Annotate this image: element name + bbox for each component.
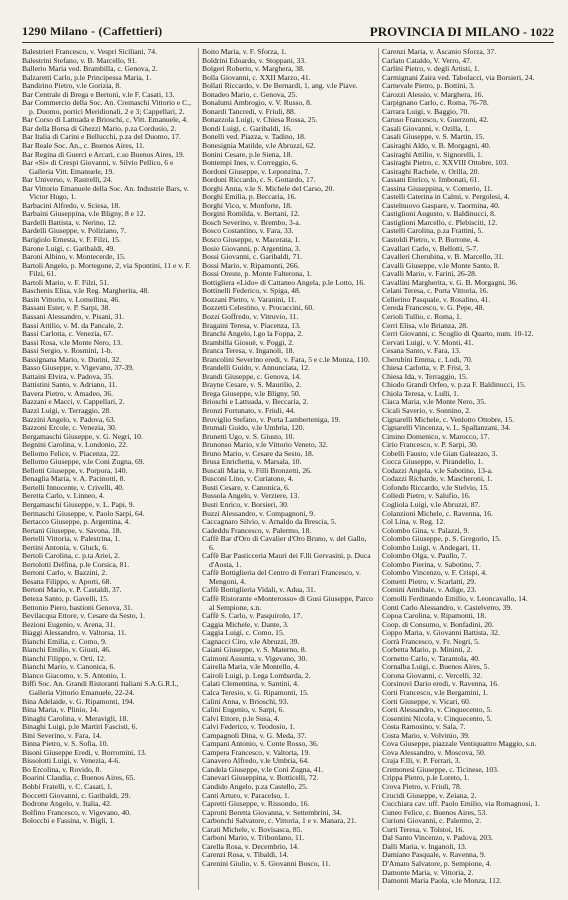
directory-entry: Carella Rosa, v. Decembrio, 14. [202,841,299,851]
directory-entry: Celani Teresa, c. Porta Vittoria, 16. [382,286,489,296]
directory-entry: Copoa Carolina, v. Ripamonti, 18. [382,611,487,621]
directory-entry: Corona Giovanni, c. Vercelli, 32. [382,670,483,680]
directory-entry: Bazzi Luigi, v. Terraggio, 28. [22,405,112,415]
directory-entry: Baroni Albino, v. Montecerde, 15. [22,252,126,262]
page-header [22,22,554,43]
directory-entry: Cobelli Fausto, v.le Gian Galeazzo, 3. [382,448,498,458]
directory-entry: Borghi Emilia, p. Beccaria, 16. [202,192,297,202]
directory-entry: Baschenis Elisa, v.le Reg. Margherita, 48. [22,286,150,296]
directory-entry: Bianco Giacomo, v. S. Antonio, 1. [22,670,127,680]
directory-entry: Crova Pietro, v. Friuli, 78. [382,782,462,792]
directory-entry: Cremonesi Giuseppe, c. Ticinese, 103. [382,764,499,774]
directory-entry: Bonelli ved. Piazza, v. Tadino, 18. [202,132,306,142]
directory-entry: Bertoli Carolina, c. p.ta Ariei, 2. [22,551,120,561]
directory-entry: Bazzini Angelo, v. Padova, 63. [22,414,116,424]
directory-entry: Cuneo Felice, c. Buenos Aires, 53. [382,807,488,817]
directory-entry: Calvi Ettore, p.le Susa, 4. [202,713,280,723]
directory-entry: Bermaschi Giuseppe, v. Paolo Sarpi, 64. [22,508,145,518]
directory-entry: Brambilla Giosuè, v. Poggi, 2. [202,337,294,347]
directory-entry: Biffi Soc. An. Grandi Ristoranti Italiani S.A.G.R.I., Galleria Vittorio Emanuele, 22-24. [22,679,179,698]
directory-entry: Caffè S. Carlo, v. Pasquirolo, 17. [202,611,303,621]
directory-entry: Bina Maria, v. Plinio, 14. [22,705,99,715]
directory-entry: Caprotti Beretta Giovanna, v. Settembrini, 34. [202,807,342,817]
directory-entry: Bissolotti Luigi, v. Venezia, 4-6. [22,756,121,766]
directory-entry: Bardelli Battista, v. Nerino, 12. [22,217,117,227]
directory-entry: Campani Antonio, v. Conte Rosso, 36. [202,739,319,749]
directory-entry: Bezioni Eugenio, v. Arena, 31. [22,619,116,629]
directory-entry: Bossi Mario, v. Ripamonti, 266. [202,260,300,270]
directory-entry: Barbacini Alfredo, v. Sciesa, 18. [22,200,121,210]
directory-entry: Branchi Angelo, l.go la Foppa, 2. [202,329,304,339]
directory-entry: Brusa Enrichetta, v. Marsala, 10. [202,457,302,467]
directory-entry: Cherubini Emma, c. Lodi, 70. [382,354,473,364]
directory-entry: Cavallini Margherita, v. G. B. Morgagni, 36. [382,277,518,287]
directory-entry: Bellotti Giuseppe, v. Porpora, 140. [22,465,128,475]
directory-entry: Bergamaschi Giuseppe, v. G. Negri, 10. [22,431,143,441]
directory-entry: Campera Francesco, v. Valtorta, 19. [202,747,311,757]
directory-entry: Busti Cesare, v. Canonica, 6. [202,482,290,492]
directory-entry: Bontempi Ines, v. Correggio, 6. [202,158,298,168]
directory-entry: Bosco Costantino, v. Fara, 33. [202,226,294,236]
directory-entry: Bosio Giovanni, p. Argentina, 3. [202,243,301,253]
directory-entry: Binna Pietro, v. S. Sofia, 10. [22,739,109,749]
directory-entry: Cornetto Carlo, v. Tarantola, 40. [382,653,480,663]
directory-entry: Bertelli Innocente, v. Crivelli, 40. [22,482,124,492]
directory-entry: Busti Enrico, v. Borsieri, 30. [202,499,289,509]
directory-entry: Calca Teresio, v. G. Ripamonti, 15. [202,688,309,698]
directory-entry: Branca Teresa, v. Inganoli, 18. [202,346,295,356]
directory-entry: Casiraghi Aldo, v. B. Morgagni, 40. [382,141,491,151]
directory-entry: Binaghi Carolina, v. Meravigli, 18. [22,713,129,723]
directory-entry: Balzaretti Carlo, p.le Principessa Maria, 1. [22,72,152,82]
directory-entry: Casali Giuseppe, v. S. Martin, 15. [382,132,485,142]
directory-entry: Bavera Pietro, v. Amadeo, 36. [22,388,114,398]
directory-entry: Bertolotti Delfina, p.le Corsica, 81. [22,559,130,569]
directory-entry: Bartoli Angelo, p. Mortegone, 2, via Spontini, 11 e v. F. Filzi, 61. [22,260,191,279]
directory-entry: Bonesignia Matilde, v.le Abruzzi, 62. [202,141,316,151]
directory-columns [22,48,554,890]
directory-entry: Chiodo Grandi Orfeo, v. p.za F. Baldinucci, 15. [382,380,526,390]
directory-entry: Castiglioni Marcello, c. Plebisciti, 12. [382,217,498,227]
directory-entry: Bar Centrale di Brega e Bertoni, v.le F. Casati, 13. [22,89,175,99]
directory-entry: Colombo Pierina, v. Sabotino, 7. [382,559,482,569]
directory-entry: Brioschi e Lattuada, v. Beccaria, 2. [202,397,309,407]
directory-entry: Codazzi Richarde, v. Mascheroni, 1. [382,474,493,484]
directory-entry: Bandirino Pietro, v.le Gorizia, 8. [22,81,122,91]
directory-entry: Bozzi Goffredo, v. Vitruvio, 11. [202,311,299,321]
directory-entry: Corrà Francesco, v. Fr. Negri, 5. [382,636,480,646]
directory-entry: Basin Vittorio, v. Lomellina, 46. [22,294,121,304]
directory-entry: Cimino Domenico, v. Marocco, 17. [382,431,490,441]
directory-entry: Bolocchi e Fassina, v. Bigli, 1. [22,816,115,826]
directory-entry: Chiesa Ida, v. Terraggio, 15. [382,371,468,381]
directory-entry: Brunonso Mario, v.le Vittorio Veneto, 32. [202,440,328,450]
directory-entry: Costa Mario, v. Volvinio, 39. [382,730,470,740]
directory-entry: Bar Vittorio Emanuele della Soc. An. Industrie Bars, v. Victor Hugo, 1. [22,183,189,202]
directory-entry: Bondi Luigi, c. Garibaldi, 16. [202,123,292,133]
directory-entry: Bonalumi Ambrogio, v. V. Russo, 8. [202,98,312,108]
directory-entry: Coop. di Consumo, v. Bonfadini, 20. [382,619,494,629]
directory-entry: Bardelli Giuseppe, v. Poliziano, 7. [22,226,127,236]
directory-entry: Bottigliera «Lido» di Cattaneo Angela, p.le Lotto, 16. [202,277,366,287]
directory-entry: Bianchi Emilio, v. Giusti, 46. [22,645,111,655]
directory-entry: Brancolini Severino eredi, v. Fara, 5 e c.le Monza, 110. [202,354,370,364]
directory-entry: Bar Reale Soc. An., c. Buenos Aires, 11. [22,141,145,151]
directory-entry: Beteza Santo, p. Gavelli, 15. [22,594,109,603]
directory-entry: Carnevale Pietro, p. Bottini, 3. [382,81,475,91]
directory-entry: Campagnoli Dina, v. G. Meda, 37. [202,730,307,740]
directory-entry: Cocca Giuseppe, v. Pirandello, 1. [382,457,484,467]
directory-entry: Bussola Angelo, v. Verziere, 13. [202,491,300,501]
directory-entry: Damonte Maria, v. Vittoria, 2. [382,867,474,877]
directory-entry: Cerioli Tullio, c. Roma, 1. [382,311,462,321]
directory-entry: Barone Luigi, c. Garibaldi, 49. [22,243,116,253]
directory-entry: Curioni Giovanni, c. Palermo, 2. [382,816,482,826]
directory-entry: Battistini Santo, v. Adriano, 11. [22,380,118,390]
province-heading [370,24,554,40]
directory-entry: Barigiolo Ernesta, v. F. Filzi, 15. [22,235,121,245]
directory-entry: Brandelli Guido, v. Annunciata, 12. [202,363,310,373]
directory-entry: Bollati Riccardo, v. De Bernardi, 1, ang. v.le Piave. [202,81,358,91]
directory-entry: Castelli Caterina in Calmi, v. Pergolesi, 4. [382,192,510,202]
directory-entry: Carrara Luigi, v. Baggio, 70. [382,106,470,116]
directory-entry: Bina Adelaide, v. G. Ripamonti, 194. [22,696,135,706]
directory-entry: Bar Regina di Guerci e Arcari, c.so Buenos Aires, 19. [22,149,185,159]
directory-entry: Cavalli Giuseppe, v.le Monte Santo, 8. [382,260,500,270]
directory-entry: Bragaini Teresa, v. Piacenza, 13. [202,320,301,330]
directory-entry: Caggia Michele, v. Dante, 3. [202,619,289,629]
directory-entry: Castiglioni Augusto, v. Baldinucci, 8. [382,209,496,219]
directory-entry: Bronzi Fortunato, v. Friuli, 44. [202,405,296,415]
directory-entry: Carenzi Rosa, v. Tibaldi, 14. [202,850,289,860]
directory-entry: Crucidi Giuseppe, v. Zeiana, 2. [382,790,477,800]
directory-entry: Ciaca Maria, v.le Monte Nero, 35. [382,397,486,407]
directory-entry: Borghi Anna, v.le S. Michele del Carso, 20. [202,183,335,193]
directory-entry: Borghi Vico, v. Monforte, 18. [202,200,292,210]
directory-entry: Bassi Rosa, v.le Monte Nero, 13. [22,337,123,347]
page-number-title: 1290 Milano - (Caffettieri) [22,24,163,38]
directory-entry: D'Amato Salvatore, p. Sempione, 4. [382,858,492,868]
directory-entry: Bolla Giovanni, c. XXII Marzo, 41. [202,72,311,82]
directory-entry: Busconi Lino, v. Curiatone, 4. [202,474,294,484]
directory-entry: Carozzi Alessio, v. Marghera, 16. [382,89,484,99]
directory-entry: Bonadeo Mario, c. Genova, 25. [202,89,298,99]
directory-entry: Caccagnaro Silvio, v. Arnaldo da Brescia, 5. [202,517,337,527]
directory-entry: Cicali Saverio, v. Sonnino, 2. [382,405,471,415]
directory-entry: Broviglio Stefano, v. Porta Lamberteniga, 19. [202,414,341,424]
province-title: PROVINCIA DI MILANO [369,24,520,39]
directory-entry: Cova Giuseppe, piazzale Ventiquattro Maggio, s.n. [382,739,537,749]
directory-entry: Colombo Vincenzo, v. F. Crispi, 4. [382,568,488,578]
directory-entry: Candela Giuseppe, v.le Coni Zugna, 41. [202,764,324,774]
directory-entry: Caffè Ristorante «Monterosso» di Gusi Giuseppe, Parco al Sempione, s.n. [202,594,373,612]
directory-entry: Corbetta Mario, p. Mininti, 2. [382,645,473,655]
directory-entry: Calvi Federico, v. Teodosio, 1. [202,722,295,732]
directory-entry: Corti Francesco, v.le Bergamini, 1. [382,688,489,698]
directory-entry: Bonini Cesare, p.le Siena, 18. [202,149,293,159]
directory-entry: Bozzani Pietro, v. Varanini, 11. [202,294,297,304]
directory-entry: Cornalba Luigi, c. Buenos Aires, 5. [382,662,490,672]
directory-entry: Caffè Bottiglieria Vidali, v. Adua, 31. [202,585,316,595]
directory-entry: Bonardi Tancredi, v. Friuli, 88. [202,106,296,116]
directory-entry: Cavalleri Cherubina, v. B. Marcello, 31. [382,252,504,262]
directory-entry: Cerri Giovanni, c. Scoglio di Quarto, num. 10-12. [382,329,534,339]
directory-entry: Bianchi Mario, v. Canonica, 6. [22,662,116,672]
directory-entry: Corsinovi Dario eredi, v. Ravenna, 16. [382,679,499,689]
directory-entry: Cervati Luigi, v. V. Monti, 41. [382,337,474,347]
directory-entry: Bar Corso di Lattuada e Brioschi, c. Vitt. Emanuele, 4. [22,115,189,125]
directory-entry: Cereda Francesco, v. G. Pepe, 48. [382,303,485,313]
directory-entry: Chiesa Carlotta, v. P. Frisi, 3. [382,363,471,373]
directory-entry: Calini Eugenio, v. Sarpi, 6. [202,705,285,715]
directory-entry: Balestrieri Francesco, v. Vespri Siciliani, 74. [22,48,157,56]
directory-entry: Costa Ramosino, v. Sala, 7. [382,722,466,732]
directory-entry: Calini Anna, v. Brioschi, 93. [202,696,289,706]
directory-entry: Cignarelli Vincenza, v. L. Spallanzani, 34. [382,423,511,433]
directory-entry: Bodrone Angelo, v. Italia, 42. [22,799,112,809]
directory-entry: Col Lina, v. Reg. 12. [382,517,446,527]
directory-entry: Brandi Giuseppe, c. Genova, 14. [202,371,302,381]
directory-entry: Buscali Maria, v. Filli Bronzetti, 26. [202,465,312,475]
directory-entry: Bosch Severino, v. Brembo, 3-a. [202,217,301,227]
directory-entry: Bassani Alessandro, v. Pisani, 31. [22,311,125,321]
directory-entry: Brunetti Ugo, v. S. Giusto, 10. [202,431,295,441]
directory-entry: Bassani Ester, v. P. Sarpi, 38. [22,303,111,313]
directory-entry: Castoldi Pietro, v. P. Borrone, 4. [382,235,480,245]
directory-entry: Comini Annibale, v. Adige, 23. [382,585,477,595]
directory-entry: Bini Severino, v. Fara, 14. [22,730,102,740]
directory-entry: Ballerio Maria ved. Brambilla, c. Genova, 2. [22,64,158,74]
directory-entry: Bianchi Filippo, v. Orti, 12. [22,653,106,663]
directory-entry: Crippa Pietro, p.le Loreto, 1. [382,773,470,783]
directory-entry: Bisoni Giuseppe Eredi, v. Borromini, 13. [22,747,147,757]
directory-entry: Brega Giuseppe, v.le Bligny, 50. [202,388,301,398]
directory-entry: Bartoli Mario, v. F. Filzi, 51. [22,277,110,287]
directory-entry: Brumali Guido, v.le Umbria, 120. [202,423,305,433]
directory-entry: Bar «Si» di Crespi Giovanni, v. Silvio Pellico, 6 e Galleria Vitt. Emanuele, 19. [22,158,174,176]
directory-entry: Castelnuovo Gaspare, v. Taormina, 40. [382,200,500,210]
directory-entry: Bosco Giuseppe, v. Macerata, 1. [202,235,301,245]
directory-entry: Bruno Mario, v. Cesare da Sesto, 18. [202,448,314,458]
directory-entry: Codazzi Angela, v.le Sabotino, 13-a. [382,465,493,475]
directory-entry: Caffè Bar Pasticceria Mauri dei F.lli Gervasini, p. Duca d'Aosta, 1. [202,551,371,569]
directory-entry: Bassi Sergio, v. Rosmini, 1-b. [22,346,113,356]
directory-entry: Barbaini Giuseppina, v.le Bligny, 8 e 12. [22,209,146,219]
directory-entry: Casiraghi Rachele, v. Orilla, 20. [382,166,480,176]
directory-entry: Cairella Maria, v.le Montello, 4. [202,662,300,672]
directory-entry: Carbonchi Salvatore, c. Vittoria, 1 e v. Manara, 21. [202,816,357,826]
directory-entry: Dal Santo Vincenzo, v. Padova, 203. [382,833,493,843]
directory-entry: Casiraghi Pietro, c. XXVIII Ottobre, 103. [382,158,509,168]
directory-entry: Bellomo Felice, v. Piacenza, 22. [22,448,120,458]
directory-entry: Binaghi Luigi, p.le Martiri Fascisti, 6. [22,722,138,732]
directory-entry: Bolgeri Roberto, v. Marghera, 38. [202,64,305,74]
directory-entry: Bonazzola Luigi, v. Chiesa Rossa, 25. [202,115,318,125]
directory-entry: Casiraghi Attilio, v. Signorelli, 1. [382,149,483,159]
directory-entry: Benaglia Maria, v. A. Pacinotti, 8. [22,474,126,484]
directory-entry: Bossi Oreste, p. Monte Falterona, 1. [202,269,312,279]
directory-entry: Carmignani Zaira ved. Tabolacci, via Borsieri, 24. [382,72,535,82]
directory-entry: Besana Filippo, v. Aporti, 68. [22,576,112,586]
directory-entry: Curti Teresa, v. Tolstoi, 16. [382,824,465,834]
directory-entry: Cesana Santo, v. Fara, 13. [382,346,461,356]
directory-entry: Basso Giuseppe, v. Vigevano, 37-39. [22,363,134,373]
column-3 [378,48,554,890]
directory-entry: Canti Arturo, v. Paracelso, 1. [202,790,290,800]
directory-entry: Cairoli Luigi, p. Lega Lombarda, 2. [202,670,311,680]
directory-entry: Bar Italia di Carini e Bellucchi, p.za del Duomo, 17. [22,132,181,142]
directory-entry: Colombo Olga, v. Paullo, 7. [382,551,467,561]
column-1 [22,48,194,890]
directory-entry: Cassani Enrico, v. Imbonati, 61. [382,175,480,185]
directory-entry: Chiola Teresa, v. Lulli, 1. [382,388,459,398]
directory-entry: Bassignana Mario, v. Durini, 32. [22,354,122,364]
directory-entry: Carenzi Maria, v. Ascanio Sforza, 37. [382,48,497,56]
directory-entry: Brayne Cesare, v. S. Maurilio, 2. [202,380,302,390]
directory-entry: Cosentini Nicola, v. Cinquecento, 5. [382,713,493,723]
directory-entry: Bianchi Emilia, c. Como, 9. [22,636,107,646]
directory-entry: Battaini Elvira, v. Padova, 35. [22,371,114,381]
directory-entry: Caruso Francesco, v. Guerzoni, 42. [382,115,489,125]
directory-entry: Bassi Attilio, v. M. da Pancale, 2. [22,320,124,330]
province-page: - 1022 [523,25,554,39]
directory-entry: Bar della Borsa di Ghezzi Mario, p.za Cordusio, 2. [22,123,177,133]
directory-entry: Cavalli Mario, v. Farini, 26-28. [382,269,477,279]
directory-entry: Bellomo Giuseppe, v.le Coni Zugna, 69. [22,457,145,467]
directory-entry: Bottinelli Federico, v. Spiga, 48. [202,286,301,296]
directory-entry: Damonti Maria Paola, v.le Monza, 112. [382,876,502,886]
directory-entry: Bar Universo, v. Rastrelli, 24. [22,175,113,185]
directory-entry: Cadeddu Francesco, v. Palermo, 18. [202,525,312,535]
directory-entry: Cometti Pietro, v. Scarlatti, 29. [382,576,476,586]
directory-entry: Boccetti Giovanni, c. Garibaldi, 29. [22,790,131,800]
directory-entry: Conti Carlo Alessandro, v. Castelvetro, 39. [382,602,513,612]
directory-entry: Bozzetti Celestino, v. Procaccini, 60. [202,303,315,313]
directory-entry: Carlini Pietro, v. degli Artisti, 1. [382,64,480,74]
directory-entry: Comolli Ferdinando Emilio, v. Leoncavallo, 14. [382,594,528,603]
directory-entry: Bossi Giovanni, c. Garibaldi, 71. [202,252,302,262]
directory-entry: Beretta Carlo, v. Linneo, 4. [22,491,105,501]
directory-entry: Corti Giuseppe, v. Vicari, 60. [382,696,471,706]
directory-entry: Candido Angelo, p.za Castello, 25. [202,782,308,792]
directory-entry: Bergamaschi Giuseppe, v. L. Papi, 9. [22,499,135,509]
directory-entry: Caffè Bar d'Oro di Cavalier d'Oro Bruno, v. del Gallo, 6. [202,534,367,552]
directory-entry: Bertini Antonia, v. Gluck, 6. [22,542,108,552]
directory-entry: Damiano Pasquale, v. Ravenna, 9. [382,850,486,860]
directory-entry: Colombo Gina, v. Palazzi, 9. [382,525,470,535]
directory-entry: Buzzi Alessandro, v. Compagnoni, 9. [202,508,315,518]
directory-entry: Cavallari Carlo, v. Bellotti, 5-7. [382,243,479,253]
directory-entry: Coppo Maria, v. Giovanni Battista, 32. [382,628,500,638]
directory-entry: Borgini Romilda, v. Bertani, 12. [202,209,300,219]
directory-entry: Begnini Carolina, v. Londonio, 22. [22,440,128,450]
directory-entry: Castelli Carolina, p.za Frattini, 5. [382,226,484,236]
directory-entry: Cignarelli Michele, c. Venlotto Ottobre, 15. [382,414,515,424]
directory-entry: Bolfino Francesco, v. Vigevano, 40. [22,807,131,817]
directory-entry: Biaggi Alessandro, v. Valtorsa, 11. [22,628,127,638]
directory-entry: Dalli Maria, v. Inganoli, 13. [382,841,467,851]
directory-entry: Bertoni Carlo, v. Bazzini, 2. [22,568,108,578]
directory-entry: Colanzioni Michele, c. Ravenna, 16. [382,508,493,518]
directory-entry: Cofondo Riccardo, v.le Stelvio, 15. [382,482,490,492]
directory-entry: Colombo Luigi, v. Andegari, 11. [382,542,481,552]
directory-entry: Capretti Giuseppe, v. Rissondo, 16. [202,799,310,809]
directory-entry: Bassi Carlotta, c. Venezia, 67. [22,329,113,339]
directory-entry: Cogliola Luigi, v.le Abruzzi, 87. [382,499,481,509]
directory-entry: Craja F.lli, v. P. Ferrari, 3. [382,756,461,766]
directory-entry: Bertelli Vittoria, v. Palestrina, 1. [22,534,121,544]
directory-entry: Boarini Claudia, c. Buenos Aires, 65. [22,773,136,783]
directory-entry: Cagnacci Ciro, v.le Abruzzi, 39. [202,636,300,646]
directory-entry: Caimoni Assunta, v. Vigevano, 30. [202,653,308,663]
directory-entry: Cucchiara cav. uff. Paolo Emilio, via Romagnosi, 1. [382,799,540,809]
directory-entry: Colombo Giuseppe, p. S. Gregorio, 15. [382,534,501,544]
directory-entry: Bettonio Piero, bastioni Genova, 31. [22,602,133,612]
directory-entry: Bordoni Giuseppe, v. Leponzina, 7. [202,166,310,176]
directory-entry: Boldrini Edoardo, v. Stoppani, 33. [202,55,307,65]
directory-entry: Carboni Mario, v. Tribonlano, 11. [202,833,305,843]
directory-entry: Cirio Francesco, v. P. Sarpi, 30. [382,440,478,450]
directory-entry: Cellerino Pasquale, v. Rosalino, 41. [382,294,491,304]
column-2 [198,48,374,890]
directory-entry: Casali Giovanni, v. Ozilla, 1. [382,123,471,133]
directory-entry: Carlato Cataldo, V. Verro, 47. [382,55,472,65]
directory-entry: Bertacco Giuseppe, p. Argentina, 4. [22,517,131,527]
directory-entry: Canavero Alfredo, v.le Umbria, 64. [202,756,310,766]
directory-entry: Bevilacqua Ettore, v. Cesare da Sesto, 1. [22,611,146,621]
directory-entry: Balestrini Stefano, v. B. Marcello, 91. [22,55,138,65]
directory-entry: Caffè Bottiglieria del Centro di Ferrari Francesco, v. Mengoni, 4. [202,568,361,586]
directory-entry: Corti Alessandro, v. Cinquecento, 5. [382,705,493,715]
directory-entry: Colledi Pietro, v. Salufio, 16. [382,491,471,501]
directory-entry: Carati Michele, v. Bovisasca, 85. [202,824,303,834]
directory-entry: Bobbi Fratelli, v. C. Casati, 1. [22,782,113,792]
directory-entry: Cassina Giuseppina, v. Comerio, 11. [382,183,493,193]
directory-entry: Canevari Giuseppina, v. Botticelli, 72. [202,773,319,783]
directory-entry: Bertani Giuseppe, v. Savona, 18. [22,525,122,535]
directory-entry: Boito Maria, v. F. Sforza, 1. [202,48,287,56]
directory-entry: Calati Clementina, v. Santini, 4. [202,679,299,689]
directory-entry: Carpignano Carlo, c. Roma, 76-78. [382,98,489,108]
directory-entry: Caiani Giuseppe, v. S. Materno, 8. [202,645,307,655]
directory-entry: Bar Commercio della Soc. An. Cremaschi Vittorio e C., p. Duomo, portici Meridionali, 2 e 3; Cappellari, 2. [22,98,191,116]
directory-entry: Caggia Luigi, c. Como, 15. [202,628,285,638]
directory-entry: Carenini Giulio, v. S. Giovanni Bosco, 11. [202,858,331,868]
directory-entry: Cova Alessandro, v. Moscova, 50. [382,747,486,757]
directory-entry: Bo Ercolina, v. Rovido, 8. [22,764,102,774]
directory-entry: Bertoni Mario, v. P. Castaldi, 37. [22,585,122,595]
directory-entry: Bordoni Riccardo, c. S. Gottardo, 17. [202,175,316,185]
directory-entry: Bazzani e Macci, v. Cappellari, 2. [22,397,125,407]
directory-entry: Bazzoni Ercole, c. Venezia, 30. [22,423,117,433]
directory-entry: Cerri Elisa, v.le Brianza, 28. [382,320,468,330]
